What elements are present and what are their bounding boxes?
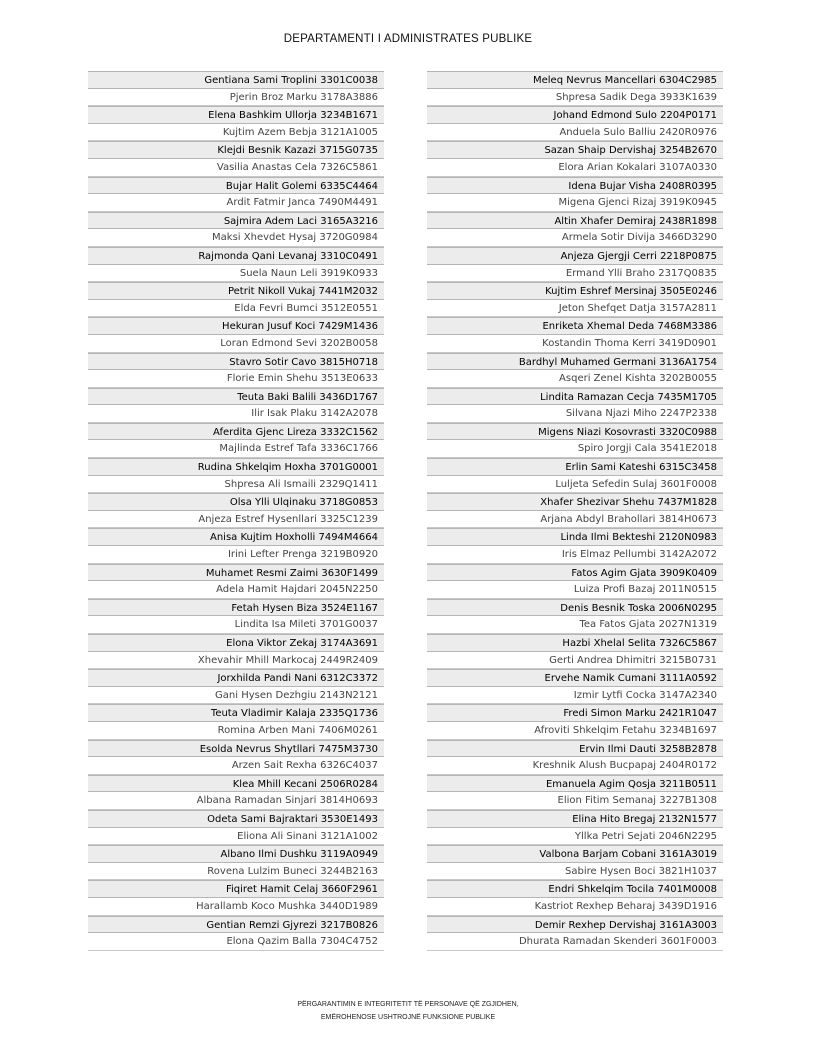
- list-item: Fetah Hysen Biza 3524E1167: [88, 599, 384, 617]
- list-item: Elina Hito Bregaj 2132N1577: [427, 810, 723, 828]
- list-item: Demir Rexhep Dervishaj 3161A3003: [427, 916, 723, 934]
- list-item: Stavro Sotir Cavo 3815H0718: [88, 353, 384, 371]
- list-item: Elora Arian Kokalari 3107A0330: [427, 159, 723, 177]
- list-item: Arjana Abdyl Brahollari 3814H0673: [427, 511, 723, 529]
- footer-line-1: PËRGARANTIMIN E INTEGRITETIT TË PERSONAVE QË ZGJIDHEN,: [297, 1001, 519, 1008]
- list-item: Rovena Lulzim Buneci 3244B2163: [88, 863, 384, 881]
- page-footer: [0, 998, 816, 1024]
- list-item: Romina Arben Mani 7406M0261: [88, 722, 384, 740]
- list-item: Enriketa Xhemal Deda 7468M3386: [427, 317, 723, 335]
- list-item: Afroviti Shkelqim Fetahu 3234B1697: [427, 722, 723, 740]
- list-item: Kostandin Thoma Kerri 3419D0901: [427, 335, 723, 353]
- list-item: Luiza Profi Bazaj 2011N0515: [427, 581, 723, 599]
- list-item: Arzen Sait Rexha 6326C4037: [88, 757, 384, 775]
- list-item: Harallamb Koco Mushka 3440D1989: [88, 898, 384, 916]
- list-item: Elona Viktor Zekaj 3174A3691: [88, 634, 384, 652]
- list-item: Maksi Xhevdet Hysaj 3720G0984: [88, 229, 384, 247]
- list-item: Iris Elmaz Pellumbi 3142A2072: [427, 546, 723, 564]
- list-item: Armela Sotir Divija 3466D3290: [427, 229, 723, 247]
- list-item: Elena Bashkim Ullorja 3234B1671: [88, 106, 384, 124]
- list-item: Bujar Halit Golemi 6335C4464: [88, 177, 384, 195]
- list-item: Odeta Sami Bajraktari 3530E1493: [88, 810, 384, 828]
- list-item: Migens Niazi Kosovrasti 3320C0988: [427, 423, 723, 441]
- list-item: Johand Edmond Sulo 2204P0171: [427, 106, 723, 124]
- list-item: Albano Ilmi Dushku 3119A0949: [88, 845, 384, 863]
- list-item: Kujtim Eshref Mersinaj 3505E0246: [427, 282, 723, 300]
- footer-line-2: EMËROHENOSE USHTROJNË FUNKSIONE PUBLIKE: [320, 1014, 496, 1021]
- list-item: Emanuela Agim Qosja 3211B0511: [427, 775, 723, 793]
- list-item: Anjeza Gjergji Cerri 2218P0875: [427, 247, 723, 265]
- list-item: Valbona Barjam Cobani 3161A3019: [427, 845, 723, 863]
- list-item: Asqeri Zenel Kishta 3202B0055: [427, 370, 723, 388]
- list-item: Rajmonda Qani Levanaj 3310C0491: [88, 247, 384, 265]
- list-item: Sazan Shaip Dervishaj 3254B2670: [427, 141, 723, 159]
- list-item: Dhurata Ramadan Skenderi 3601F0003: [427, 933, 723, 951]
- list-item: Elona Qazim Balla 7304C4752: [88, 933, 384, 951]
- list-item: Gentian Remzi Gjyrezi 3217B0826: [88, 916, 384, 934]
- list-item: Silvana Njazi Miho 2247P2338: [427, 405, 723, 423]
- list-item: Linda Ilmi Bekteshi 2120N0983: [427, 528, 723, 546]
- list-item: Sabire Hysen Boci 3821H1037: [427, 863, 723, 881]
- list-item: Eliona Ali Sinani 3121A1002: [88, 828, 384, 846]
- list-item: Teuta Vladimir Kalaja 2335Q1736: [88, 704, 384, 722]
- list-item: Esolda Nevrus Shytllari 7475M3730: [88, 740, 384, 758]
- list-item: Luljeta Sefedin Sulaj 3601F0008: [427, 476, 723, 494]
- list-item: Spiro Jorgji Cala 3541E2018: [427, 440, 723, 458]
- list-item: Ervin Ilmi Dauti 3258B2878: [427, 740, 723, 758]
- left-name-column: [88, 71, 384, 951]
- list-item: Kreshnik Alush Bucpapaj 2404R0172: [427, 757, 723, 775]
- list-item: Fatos Agim Gjata 3909K0409: [427, 564, 723, 582]
- list-item: Elda Fevri Bumci 3512E0551: [88, 300, 384, 318]
- list-item: Loran Edmond Sevi 3202B0058: [88, 335, 384, 353]
- list-item: Pjerin Broz Marku 3178A3886: [88, 89, 384, 107]
- list-item: Ervehe Namik Cumani 3111A0592: [427, 669, 723, 687]
- list-item: Fredi Simon Marku 2421R1047: [427, 704, 723, 722]
- list-item: Irini Lefter Prenga 3219B0920: [88, 546, 384, 564]
- list-item: Rudina Shkelqim Hoxha 3701G0001: [88, 458, 384, 476]
- list-item: Gerti Andrea Dhimitri 3215B0731: [427, 652, 723, 670]
- list-item: Izmir Lytfi Cocka 3147A2340: [427, 687, 723, 705]
- list-item: Idena Bujar Visha 2408R0395: [427, 177, 723, 195]
- list-item: Sajmira Adem Laci 3165A3216: [88, 212, 384, 230]
- list-item: Ermand Ylli Braho 2317Q0835: [427, 265, 723, 283]
- list-item: Ilir Isak Plaku 3142A2078: [88, 405, 384, 423]
- list-item: Lindita Ramazan Cecja 7435M1705: [427, 388, 723, 406]
- list-item: Hekuran Jusuf Koci 7429M1436: [88, 317, 384, 335]
- list-item: Gani Hysen Dezhgiu 2143N2121: [88, 687, 384, 705]
- list-item: Muhamet Resmi Zaimi 3630F1499: [88, 564, 384, 582]
- list-item: Migena Gjenci Rizaj 3919K0945: [427, 194, 723, 212]
- list-item: Kastriot Rexhep Beharaj 3439D1916: [427, 898, 723, 916]
- list-item: Xhafer Shezivar Shehu 7437M1828: [427, 493, 723, 511]
- list-item: Lindita Isa Mileti 3701G0037: [88, 616, 384, 634]
- list-item: Majlinda Estref Tafa 3336C1766: [88, 440, 384, 458]
- list-item: Gentiana Sami Troplini 3301C0038: [88, 71, 384, 89]
- list-item: Jeton Shefqet Datja 3157A2811: [427, 300, 723, 318]
- list-item: Klea Mhill Kecani 2506R0284: [88, 775, 384, 793]
- list-item: Erlin Sami Kateshi 6315C3458: [427, 458, 723, 476]
- list-item: Klejdi Besnik Kazazi 3715G0735: [88, 141, 384, 159]
- list-item: Fiqiret Hamit Celaj 3660F2961: [88, 880, 384, 898]
- list-item: Aferdita Gjenc Lireza 3332C1562: [88, 423, 384, 441]
- list-item: Tea Fatos Gjata 2027N1319: [427, 616, 723, 634]
- list-item: Elion Fitim Semanaj 3227B1308: [427, 792, 723, 810]
- list-item: Teuta Baki Balili 3436D1767: [88, 388, 384, 406]
- list-item: Denis Besnik Toska 2006N0295: [427, 599, 723, 617]
- list-item: Vasilia Anastas Cela 7326C5861: [88, 159, 384, 177]
- list-item: Petrit Nikoll Vukaj 7441M2032: [88, 282, 384, 300]
- list-item: Xhevahir Mhill Markocaj 2449R2409: [88, 652, 384, 670]
- list-item: Altin Xhafer Demiraj 2438R1898: [427, 212, 723, 230]
- list-item: Olsa Ylli Ulqinaku 3718G0853: [88, 493, 384, 511]
- list-item: Kujtim Azem Bebja 3121A1005: [88, 124, 384, 142]
- page-title: DEPARTAMENTI I ADMINISTRATES PUBLIKE: [283, 33, 533, 45]
- list-item: Anduela Sulo Balliu 2420R0976: [427, 124, 723, 142]
- list-item: Meleq Nevrus Mancellari 6304C2985: [427, 71, 723, 89]
- list-item: Hazbi Xhelal Selita 7326C5867: [427, 634, 723, 652]
- list-item: Suela Naun Leli 3919K0933: [88, 265, 384, 283]
- list-item: Adela Hamit Hajdari 2045N2250: [88, 581, 384, 599]
- list-item: Anjeza Estref Hysenllari 3325C1239: [88, 511, 384, 529]
- list-item: Albana Ramadan Sinjari 3814H0693: [88, 792, 384, 810]
- list-item: Shpresa Ali Ismaili 2329Q1411: [88, 476, 384, 494]
- list-item: Endri Shkelqim Tocila 7401M0008: [427, 880, 723, 898]
- right-name-column: [427, 71, 723, 951]
- list-item: Shpresa Sadik Dega 3933K1639: [427, 89, 723, 107]
- list-item: Ardit Fatmir Janca 7490M4491: [88, 194, 384, 212]
- list-item: Jorxhilda Pandi Nani 6312C3372: [88, 669, 384, 687]
- list-item: Bardhyl Muhamed Germani 3136A1754: [427, 353, 723, 371]
- list-item: Florie Emin Shehu 3513E0633: [88, 370, 384, 388]
- list-item: Anisa Kujtim Hoxholli 7494M4664: [88, 528, 384, 546]
- list-item: Yllka Petri Sejati 2046N2295: [427, 828, 723, 846]
